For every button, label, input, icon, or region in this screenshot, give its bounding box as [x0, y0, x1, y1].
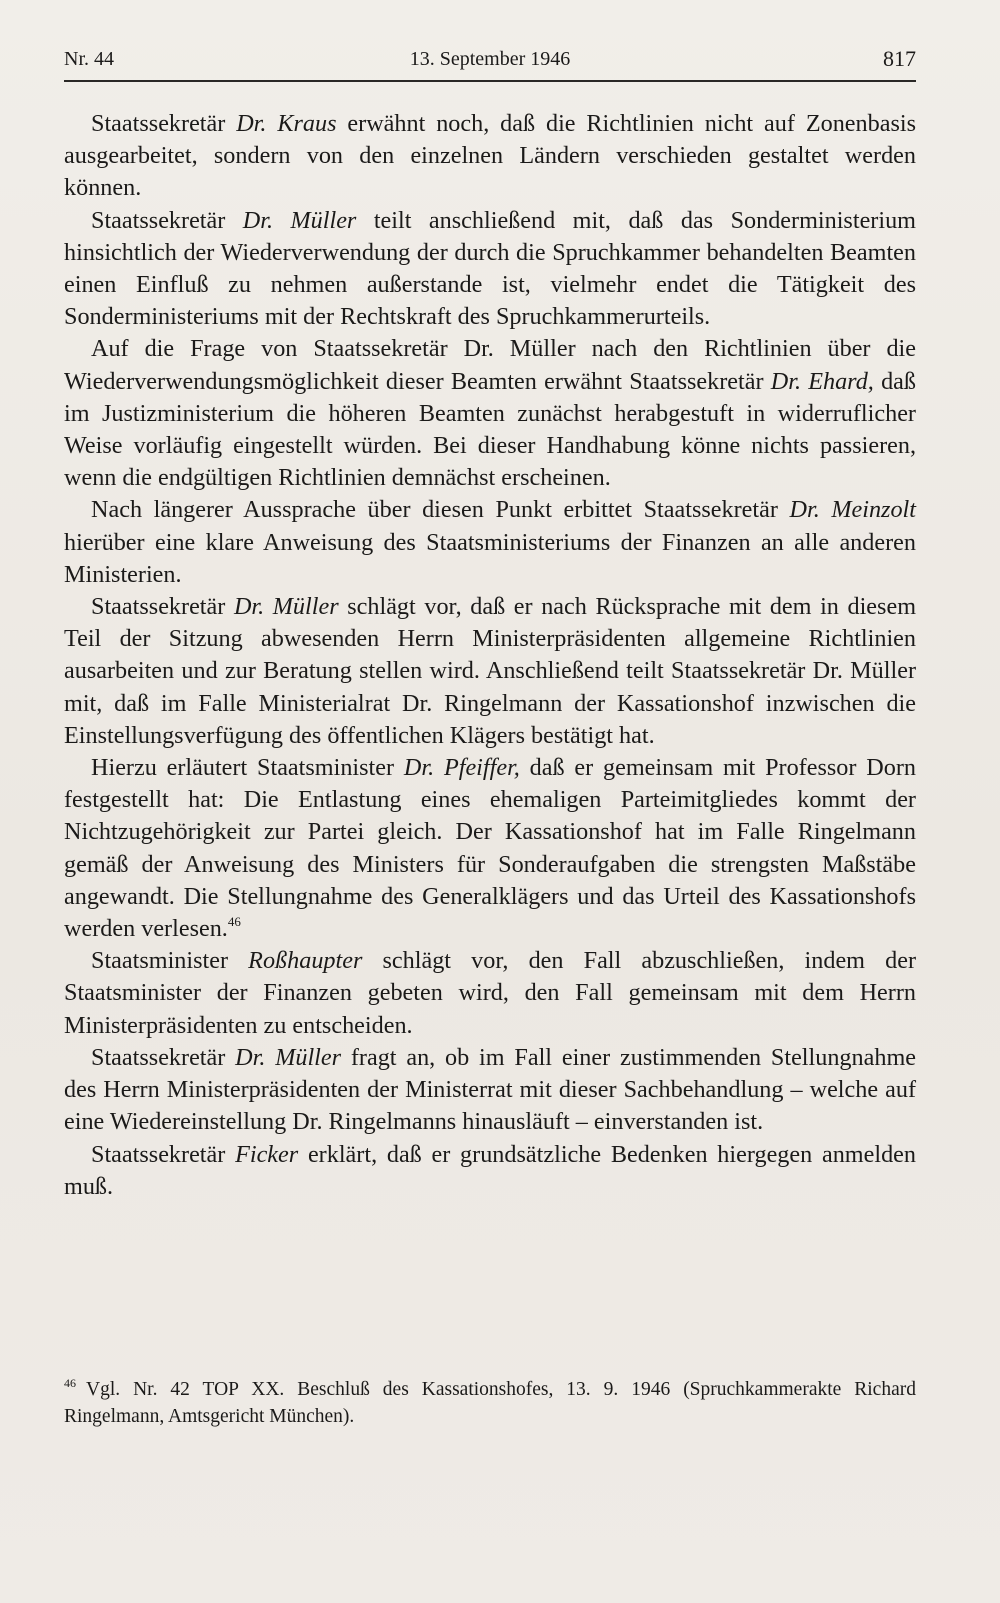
speaker-name: Dr. Müller [233, 593, 339, 621]
speaker-name: Dr. Pfeiffer, [403, 754, 520, 782]
speaker-name: Dr. Kraus [236, 110, 337, 137]
paragraph: Hierzu erläutert Staatsminister Dr. Pfeiffer, daß er gemeinsam mit Professor Dorn festgestellt hat: Die Entlastung eines ehemaligen Parteimitgliedes kommt der Nichtzugehörigkeit zur Partei gleich. Der Kassationshof hat im Falle Ringelmann gemäß der Anweisung des Ministers für Sonderaufgaben die strengsten Maßstäbe angewandt. Die Stellungnahme des Generalklägers und das Urteil des Kassationshofs werden verlesen.$^{46}$ [64, 754, 916, 943]
page-header [64, 44, 916, 84]
paragraph: Nach längerer Aussprache über diesen Punkt erbittet Staatssekretär Dr. Meinzolt hierüber eine klare Anweisung des Staatsministeriums der Finanzen an alle anderen Ministerien. [64, 496, 916, 588]
paragraph: Staatssekretär Dr. Müller fragt an, ob im Fall einer zustimmenden Stellungnahme des Herrn Ministerpräsidenten der Ministerrat mit dieser Sachbehandlung – welche auf eine Wiedereinstellung Dr. Ringelmanns hinausläuft – einverstanden ist. [64, 1043, 916, 1136]
speaker-name: Roßhaupter [248, 947, 363, 975]
paragraph: Staatssekretär Dr. Kraus erwähnt noch, daß die Richtlinien nicht auf Zonenbasis ausgearbeitet, sondern von den einzelnen Ländern verschieden gestaltet werden können. [64, 110, 916, 202]
page-number: 817 [883, 46, 916, 71]
body-text [64, 108, 916, 1203]
footnote-reference[interactable]: 46 [227, 914, 241, 930]
speaker-name: Dr. Müller [242, 206, 357, 234]
issue-number: Nr. 44 [64, 48, 114, 70]
footnote [64, 1376, 916, 1430]
paragraph: Auf die Frage von Staatssekretär Dr. Müller nach den Richtlinien über die Wiederverwendungsmöglichkeit dieser Beamten erwähnt Staatssekretär Dr. Ehard, daß im Justizministerium die höheren Beamten zunächst herabgestuft in widerruflicher Weise vorläufig eingestellt würden. Bei dieser Handhabung könne nichts passieren, wenn die endgültigen Richtlinien demnächst erscheinen. [64, 335, 916, 492]
footnote-number: 46 [64, 1376, 76, 1390]
footnote-text: Vgl. Nr. 42 TOP XX. Beschluß des Kassationshofes, 13. 9. 1946 (Spruchkammerakte Richard Ringelmann, Amtsgericht München). [64, 1379, 916, 1427]
speaker-name: Dr. Ehard, [770, 367, 874, 395]
speaker-name: Dr. Müller [235, 1043, 342, 1071]
paragraph: Staatssekretär Ficker erklärt, daß er grundsätzliche Bedenken hiergegen anmelden muß. [64, 1140, 916, 1200]
header-date: 13. September 1946 [409, 48, 571, 70]
paragraph: Staatssekretär Dr. Müller schlägt vor, daß er nach Rücksprache mit dem in diesem Teil der Sitzung abwesenden Herrn Ministerpräsidenten allgemeine Richtlinien ausarbeiten und zur Beratung stellen wird. Anschließend teilt Staatssekretär Dr. Müller mit, daß im Falle Ministerialrat Dr. Ringelmann der Kassationshof inzwischen die Einstellungsverfügung des öffentlichen Klägers bestätigt hat. [64, 593, 917, 749]
speaker-name: Ficker [235, 1140, 299, 1168]
header-rule [64, 80, 916, 82]
speaker-name: Dr. Meinzolt [789, 496, 916, 524]
paragraph: Staatssekretär Dr. Müller teilt anschließend mit, daß das Sonderministerium hinsichtlich der Wiederverwendung der durch die Spruchkammer behandelten Beamten einen Einfluß zu nehmen außerstande ist, vielmehr endet die Tätigkeit des Sonderministeriums mit der Rechtskraft des Spruchkammerurteils. [64, 206, 916, 331]
paragraph: Staatsminister Roßhaupter schlägt vor, den Fall abzuschließen, indem der Staatsminister der Finanzen gebeten wird, den Fall gemeinsam mit dem Herrn Ministerpräsidenten zu entscheiden. [64, 947, 916, 1039]
